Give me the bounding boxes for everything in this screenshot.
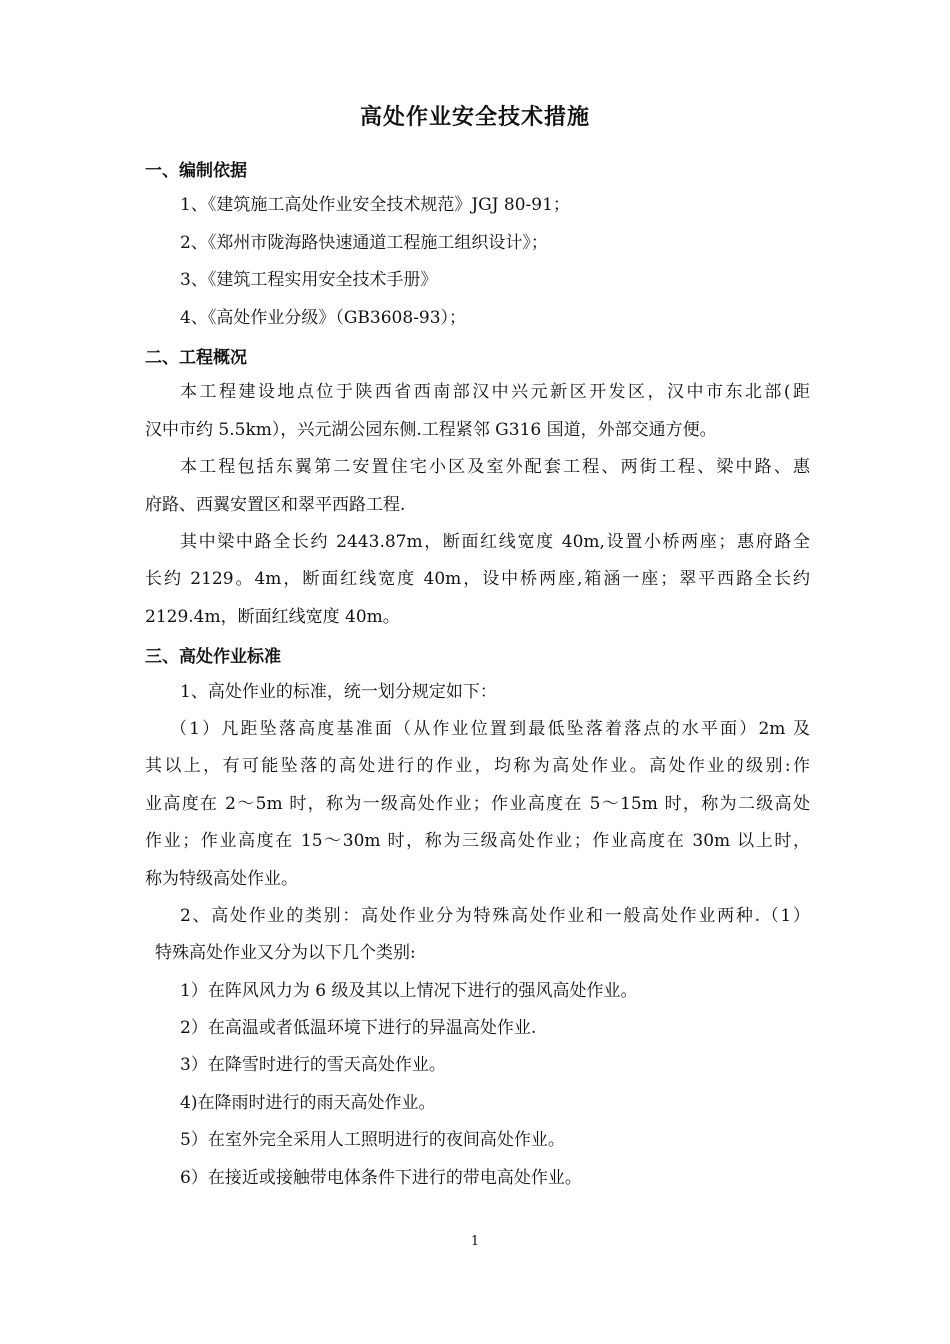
standards-line: 1、高处作业的标准，统一划分规定如下： xyxy=(180,682,497,702)
standards-line: 称为特级高处作业。 xyxy=(145,869,298,889)
section-heading-overview: 二、工程概况 xyxy=(145,348,247,368)
overview-line: 汉中市约 5.5km），兴元湖公园东侧.工程紧邻 G316 国道，外部交通方便。 xyxy=(145,420,717,440)
basis-item: 4、《高处作业分级》（GB3608-93）； xyxy=(180,308,467,328)
standards-line: 特殊高处作业又分为以下几个类别: xyxy=(155,943,416,963)
category-item: 1）在阵风风力为 6 级及其以上情况下进行的强风高处作业。 xyxy=(180,981,638,1001)
overview-line: 2129.4m，断面红线宽度 40m。 xyxy=(145,607,400,627)
category-item: 5）在室外完全采用人工照明进行的夜间高处作业。 xyxy=(180,1130,565,1150)
category-item: 2）在高温或者低温环境下进行的异温高处作业. xyxy=(180,1018,537,1038)
page-number: 1 xyxy=(470,1234,480,1249)
standards-line: 2、高处作业的类别：高处作业分为特殊高处作业和一般高处作业两种.（1） xyxy=(180,906,810,926)
category-item: 3）在降雪时进行的雪天高处作业。 xyxy=(180,1055,446,1075)
overview-line: 本工程建设地点位于陕西省西南部汉中兴元新区开发区，汉中市东北部(距 xyxy=(180,382,810,402)
basis-item: 2、《郑州市陇海路快速通道工程施工组织设计》； xyxy=(180,233,548,253)
category-item: 6）在接近或接触带电体条件下进行的带电高处作业。 xyxy=(180,1168,582,1188)
section-heading-standards: 三、高处作业标准 xyxy=(145,647,281,667)
document-title: 高处作业安全技术措施 xyxy=(359,105,590,130)
standards-line: （1）凡距坠落高度基准面（从作业位置到最低坠落着落点的水平面）2m 及 xyxy=(170,719,810,739)
standards-line: 其以上，有可能坠落的高处进行的作业，均称为高处作业。高处作业的级别:作 xyxy=(145,756,810,776)
section-heading-basis: 一、编制依据 xyxy=(145,161,247,181)
standards-line: 作业；作业高度在 15～30m 时，称为三级高处作业；作业高度在 30m 以上时， xyxy=(145,831,810,851)
basis-item: 1、《建筑施工高处作业安全技术规范》JGJ 80-91； xyxy=(180,195,570,215)
basis-item: 3、《建筑工程实用安全技术手册》 xyxy=(180,270,438,290)
category-item: 4)在降雨时进行的雨天高处作业。 xyxy=(180,1093,436,1113)
overview-line: 本工程包括东翼第二安置住宅小区及室外配套工程、两街工程、梁中路、惠 xyxy=(180,457,810,477)
overview-line: 长约 2129。4m，断面红线宽度 40m，设中桥两座,箱涵一座；翠平西路全长约 xyxy=(145,569,810,589)
standards-line: 业高度在 2～5m 时，称为一级高处作业；作业高度在 5～15m 时，称为二级高处 xyxy=(145,794,810,814)
overview-line: 其中梁中路全长约 2443.87m，断面红线宽度 40m,设置小桥两座；惠府路全 xyxy=(180,532,810,552)
overview-line: 府路、西翼安置区和翠平西路工程. xyxy=(145,495,406,515)
